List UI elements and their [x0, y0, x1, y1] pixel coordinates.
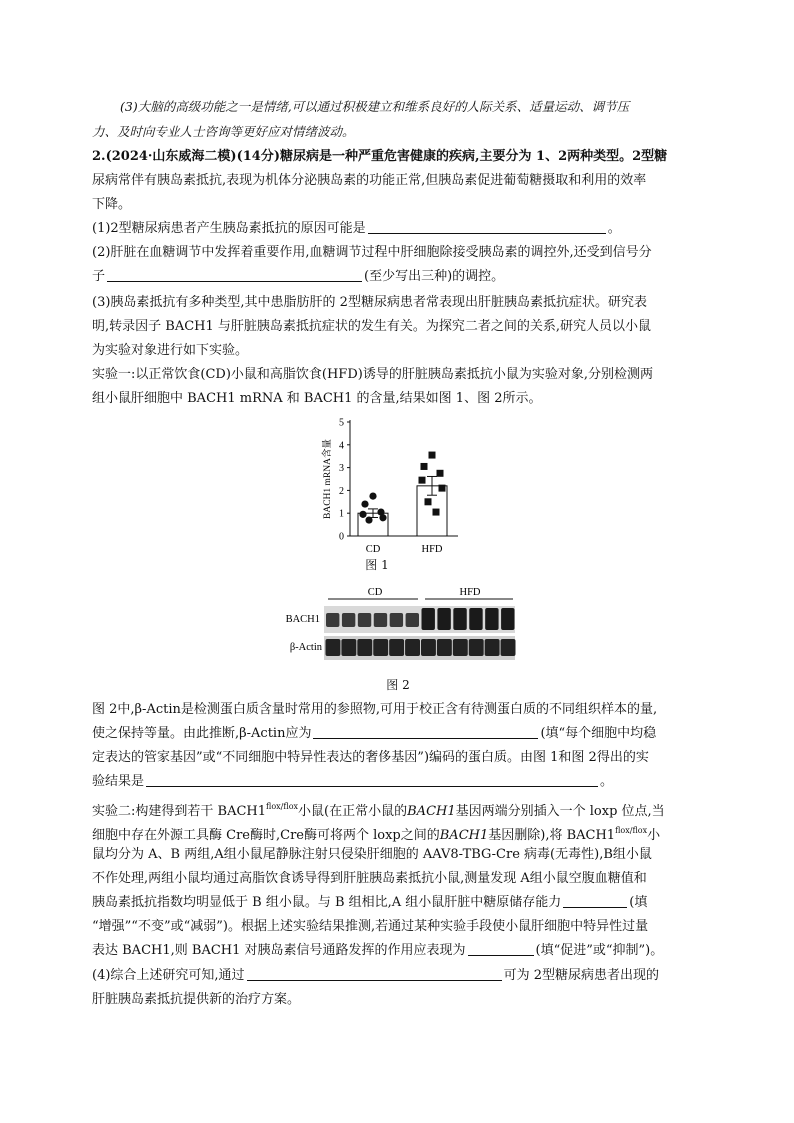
- blot-band-actin: [453, 639, 468, 656]
- answer-blank-5[interactable]: [563, 893, 627, 908]
- experiment-2-line-7: 表达 BACH1,则 BACH1 对胰岛素信号通路发挥的作用应表现为 (填“促进”或“抑制”)。: [92, 943, 664, 958]
- figure-2-text-line-2: 使之保持等量。由此推断,β-Actin应为 (填“每个细胞中均稳: [92, 726, 657, 741]
- blot-band-actin: [485, 639, 500, 656]
- blot-group-label-cd: CD: [367, 587, 383, 598]
- question-intro: [92, 145, 704, 169]
- blot-band-actin: [501, 639, 516, 656]
- y-tick-label: 3: [339, 463, 344, 475]
- sub-question-2-line-2: 子 (至少写出三种)的调控。: [92, 269, 505, 284]
- blot-band-bach1: [437, 608, 450, 630]
- answer-blank-4[interactable]: [146, 772, 598, 787]
- experiment-2-line-1: 实验二:构建得到若干 $BACH1^{flox/flox}$小鼠(在正常小鼠的BACH1基因两端分别插入一个 loxp 位点,当: [92, 802, 665, 819]
- answer-blank-3[interactable]: [313, 724, 538, 739]
- blot-band-bach1: [342, 613, 355, 627]
- figure-2-caption: 图 2: [386, 678, 410, 692]
- figure-2-text-line-4: 验结果是 。: [92, 774, 614, 789]
- blot-band-bach1: [501, 608, 514, 630]
- experiment-2-line-6: “增强”“不变”或“减弱”)。根据上述实验结果推测,若通过某种实验手段使小鼠肝细胞中特异性过量: [92, 919, 649, 934]
- x-tick-label-cd: CD: [365, 544, 381, 555]
- sub-question-3-line-3: 为实验对象进行如下实验。: [92, 343, 249, 358]
- blot-band-bach1: [469, 608, 482, 630]
- data-point-hfd: [421, 463, 428, 470]
- blot-band-bach1: [374, 613, 387, 627]
- blot-row-label-actin: β-Actin: [289, 642, 322, 653]
- data-point-hfd: [433, 509, 440, 516]
- figure-2-text-line-3: 定表达的管家基因”或“不同细胞中特异性表达的奢侈基因”)编码的蛋白质。由图 1和图 2得出的实: [92, 750, 649, 765]
- data-point-cd: [379, 514, 386, 521]
- x-tick-label-hfd: HFD: [421, 544, 443, 555]
- y-tick-label: 1: [339, 508, 344, 520]
- blot-band-actin: [469, 639, 484, 656]
- question-intro-2: 尿病常伴有胰岛素抵抗,表现为机体分泌胰岛素的功能正常,但胰岛素促进葡萄糖摄取和利用的效率: [92, 173, 647, 188]
- data-point-hfd: [439, 485, 446, 492]
- y-tick-label: 2: [339, 485, 344, 497]
- sub-question-3-line-1: (3)胰岛素抵抗有多种类型,其中患脂肪肝的 2型糖尿病患者常表现出肝脏胰岛素抵抗症状。研究表: [92, 295, 647, 310]
- y-tick-label: 5: [339, 417, 344, 429]
- figure-1-chart: [318, 410, 478, 555]
- figure-2-western-blot: [270, 583, 520, 663]
- data-point-cd: [365, 516, 372, 523]
- y-axis-label: BACH1 mRNA含量: [323, 439, 333, 519]
- data-point-cd: [361, 500, 368, 507]
- blot-band-bach1: [422, 608, 435, 630]
- experiment-2-line-5: 胰岛素抵抗指数均明显低于 B 组小鼠。与 B 组相比,A 组小鼠肝脏中糖原储存能力 (填: [92, 895, 648, 910]
- blot-band-actin: [326, 639, 341, 656]
- figure-2-text-line-1: 图 2中,β-Actin是检测蛋白质含量时常用的参照物,可用于校正含有待测蛋白质的不同组织样本的量,: [92, 702, 658, 717]
- blot-band-actin: [389, 639, 404, 656]
- blot-band-actin: [357, 639, 372, 656]
- experiment-2-line-2: 细胞中存在外源工具酶 Cre酶时,Cre酶可将两个 loxp之间的BACH1基因删除),将 $BACH1^{flox/flox}$小: [92, 826, 661, 843]
- answer-blank-7[interactable]: [247, 966, 502, 981]
- blot-band-actin: [437, 639, 452, 656]
- experiment-1-line-1: 实验一:以正常饮食(CD)小鼠和高脂饮食(HFD)诱导的肝脏胰岛素抵抗小鼠为实验对象,分别检测两: [92, 367, 653, 382]
- data-point-hfd: [425, 498, 432, 505]
- blot-band-bach1: [406, 613, 419, 627]
- y-tick-label: 0: [339, 531, 344, 543]
- blot-band-bach1: [326, 613, 339, 627]
- blot-band-actin: [341, 639, 356, 656]
- blot-group-label-hfd: HFD: [459, 587, 481, 598]
- sub-question-1: (1)2型糖尿病患者产生胰岛素抵抗的原因可能是 。: [92, 221, 621, 236]
- blot-band-bach1: [390, 613, 403, 627]
- sub-question-4-line-2: 肝脏胰岛素抵抗提供新的治疗方案。: [92, 992, 301, 1007]
- blot-band-bach1: [453, 608, 466, 630]
- figure-1-caption: 图 1: [365, 558, 389, 572]
- blot-row-label-bach1: BACH1: [285, 614, 320, 625]
- answer-blank-1[interactable]: [368, 219, 606, 234]
- blot-band-actin: [373, 639, 388, 656]
- data-point-cd: [369, 493, 376, 500]
- sub-question-4-line-1: (4)综合上述研究可知,通过 可为 2型糖尿病患者出现的: [92, 968, 659, 983]
- experiment-1-line-2: 组小鼠肝细胞中 BACH1 mRNA 和 BACH1 的含量,结果如图 1、图 2所示。: [92, 391, 542, 406]
- answer-blank-2[interactable]: [107, 267, 362, 282]
- data-point-hfd: [419, 477, 426, 484]
- sub-question-3-line-2: 明,转录因子 BACH1 与肝脏胰岛素抵抗症状的发生有关。为探究二者之间的关系,研究人员以小鼠: [92, 319, 652, 334]
- blot-band-bach1: [485, 608, 498, 630]
- sub-question-2-line-1: (2)肝脏在血糖调节中发挥着重要作用,血糖调节过程中肝细胞除接受胰岛素的调控外,还受到信号分: [92, 245, 652, 260]
- y-tick-label: 4: [339, 440, 344, 452]
- experiment-2-line-3: 鼠均分为 A、B 两组,A组小鼠尾静脉注射只侵染肝细胞的 AAV8-TBG-Cre 病毒(无毒性),B组小鼠: [92, 847, 652, 862]
- blot-band-bach1: [358, 613, 371, 627]
- data-point-cd: [359, 511, 366, 518]
- previous-answer-line-1: (3)大脑的高级功能之一是情绪,可以通过积极建立和维系良好的人际关系、适量运动、调节压: [120, 99, 630, 114]
- answer-blank-6[interactable]: [468, 941, 534, 956]
- experiment-2-line-4: 不作处理,两组小鼠均通过高脂饮食诱导得到肝脏胰岛素抵抗小鼠,测量发现 A组小鼠空腹血糖值和: [92, 871, 647, 886]
- previous-answer-line-2: 力、及时向专业人士咨询等更好应对情绪波动。: [92, 124, 355, 139]
- data-point-hfd: [437, 470, 444, 477]
- blot-band-actin: [421, 639, 436, 656]
- question-intro-3: 下降。: [92, 197, 132, 212]
- blot-band-actin: [405, 639, 420, 656]
- data-point-hfd: [429, 452, 436, 459]
- question-intro-text: 2.(2024·山东威海二模)(14分)糖尿病是一种严重危害健康的疾病,主要分为 1、2两种类型。2型糖: [92, 149, 668, 164]
